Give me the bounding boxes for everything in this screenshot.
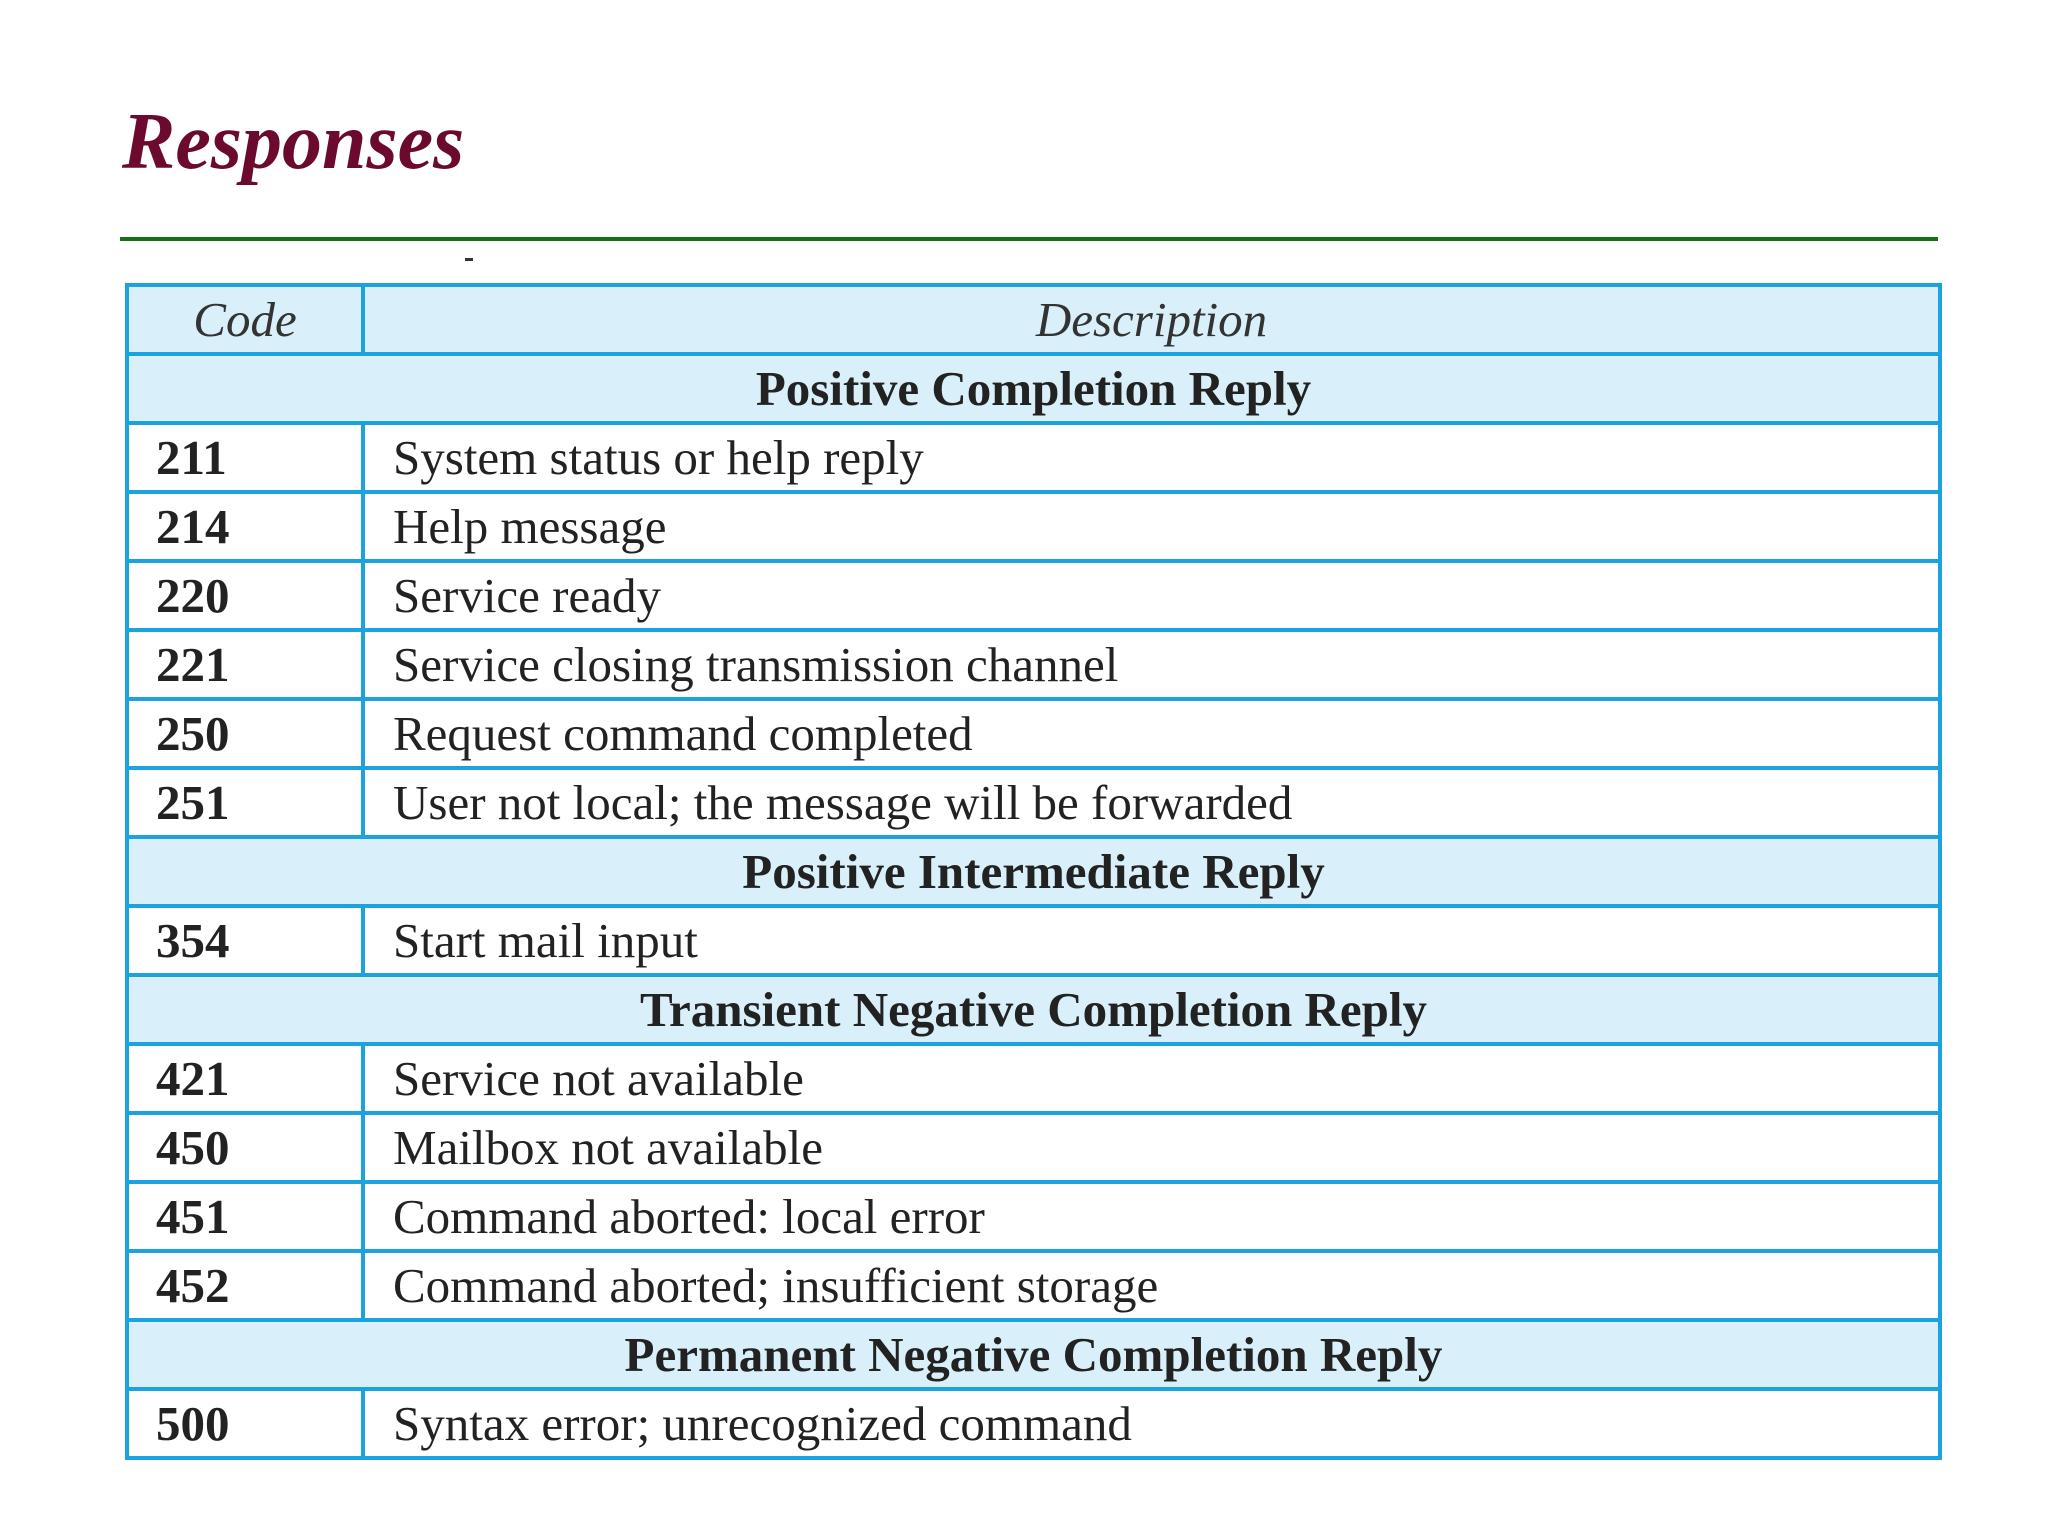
group-row: [127, 975, 1940, 1044]
stray-mark: [465, 258, 473, 261]
response-code: 354: [127, 906, 363, 975]
response-code: 251: [127, 768, 363, 837]
column-header-description: Description: [363, 285, 1940, 354]
response-code: 211: [127, 423, 363, 492]
table-row: [127, 1389, 1940, 1458]
table-row: [127, 492, 1940, 561]
page-title: Responses: [122, 98, 465, 186]
response-code: 500: [127, 1389, 363, 1458]
table-header-row: [127, 285, 1940, 354]
response-code: 421: [127, 1044, 363, 1113]
response-description: Command aborted: local error: [363, 1182, 1940, 1251]
group-heading: Positive Completion Reply: [127, 354, 1940, 423]
response-code: 221: [127, 630, 363, 699]
group-row: [127, 837, 1940, 906]
group-row: [127, 354, 1940, 423]
response-description: Service closing transmission channel: [363, 630, 1940, 699]
response-description: Start mail input: [363, 906, 1940, 975]
response-codes-table: [125, 283, 1942, 1460]
column-header-code: Code: [127, 285, 363, 354]
response-description: Command aborted; insufficient storage: [363, 1251, 1940, 1320]
table-row: [127, 768, 1940, 837]
response-description: Mailbox not available: [363, 1113, 1940, 1182]
response-description: Help message: [363, 492, 1940, 561]
table-row: [127, 699, 1940, 768]
response-code: 220: [127, 561, 363, 630]
group-heading: Transient Negative Completion Reply: [127, 975, 1940, 1044]
group-heading: Permanent Negative Completion Reply: [127, 1320, 1940, 1389]
response-description: Service ready: [363, 561, 1940, 630]
group-heading: Positive Intermediate Reply: [127, 837, 1940, 906]
table-row: [127, 1044, 1940, 1113]
table-row: [127, 423, 1940, 492]
response-description: Request command completed: [363, 699, 1940, 768]
response-code: 452: [127, 1251, 363, 1320]
response-description: Syntax error; unrecognized command: [363, 1389, 1940, 1458]
table-row: [127, 561, 1940, 630]
table-row: [127, 1251, 1940, 1320]
group-row: [127, 1320, 1940, 1389]
table-row: [127, 1113, 1940, 1182]
response-code: 450: [127, 1113, 363, 1182]
table-row: [127, 906, 1940, 975]
title-divider: [120, 237, 1938, 241]
table-row: [127, 630, 1940, 699]
response-description: User not local; the message will be forwarded: [363, 768, 1940, 837]
response-description: Service not available: [363, 1044, 1940, 1113]
response-code: 250: [127, 699, 363, 768]
table-row: [127, 1182, 1940, 1251]
response-code: 214: [127, 492, 363, 561]
response-description: System status or help reply: [363, 423, 1940, 492]
response-code: 451: [127, 1182, 363, 1251]
